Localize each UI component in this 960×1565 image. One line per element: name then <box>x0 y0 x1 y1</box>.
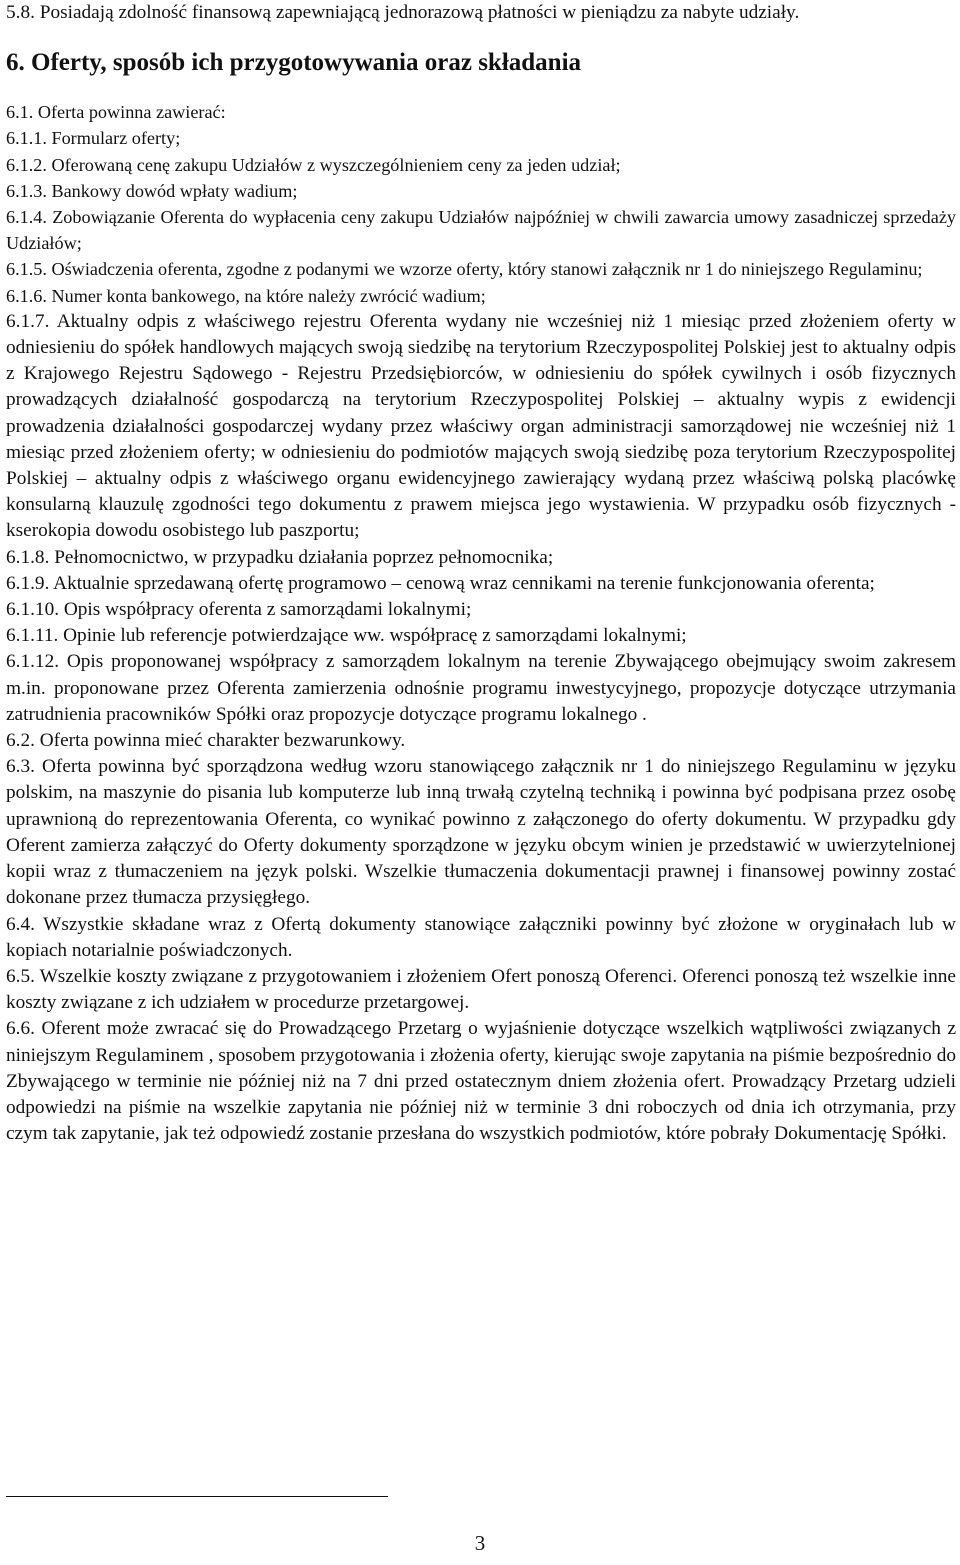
paragraph-6-1-6: 6.1.6. Numer konta bankowego, na które należy zwrócić wadium; <box>6 285 486 306</box>
paragraph-6-1-3: 6.1.3. Bankowy dowód wpłaty wadium; <box>6 180 298 201</box>
footer-divider <box>6 1496 388 1497</box>
paragraph-6-4: 6.4. Wszystkie składane wraz z Ofertą dokumenty stanowiące załączniki powinny być złożone w oryginałach lub w kopiach notarialnie poświadczonych. <box>6 913 956 961</box>
paragraph-6-6: 6.6. Oferent może zwracać się do Prowadzącego Przetarg o wyjaśnienie dotyczące wszelkich wątpliwości związanych z niniejszym Regulaminem , sposobem przygotowania i złożenia oferty, kierując swoje zapytania na piśmie bezpośrednio do Zbywającego w terminie nie później niż na 7 dni przed ostatecznym dniem złożenia ofert. Prowadzący Przetarg udzieli odpowiedzi na piśmie na wszelkie zapytania nie później niż w terminie 3 dni roboczych od dnia ich otrzymania, przy czym tak zapytanie, jak też odpowiedź zostanie przesłana do wszystkich podmiotów, które pobrały Dokumentację Spółki. <box>6 1018 956 1145</box>
paragraph-6-1-4: 6.1.4. Zobowiązanie Oferenta do wypłacenia ceny zakupu Udziałów najpóźniej w chwili zawarcia umowy zasadniczej sprzedaży Udziałów; <box>6 207 956 254</box>
paragraph-6-2: 6.2. Oferta powinna mieć charakter bezwarunkowy. <box>6 730 406 752</box>
paragraph-6-3: 6.3. Oferta powinna być sporządzona według wzoru stanowiącego załącznik nr 1 do niniejszego Regulaminu w języku polskim, na maszynie do pisania lub komputerze lub inną trwałą czytelną techniką i powinna być podpisana przez osobę uprawnioną do reprezentowania Oferenta, co wynikać powinno z załączonego do oferty dokumentu. W przypadku gdy Oferent zamierza załączyć do Oferty dokumenty sporządzone w języku obcym winien je przedstawić w uwierzytelnionej kopii wraz z tłumaczeniem na język polski. Wszelkie tłumaczenia dokumentacji prawnej i finansowej powinny zostać dokonane przez tłumacza przysięgłego. <box>6 756 956 909</box>
paragraph-6-1: 6.1. Oferta powinna zawierać: <box>6 102 226 123</box>
paragraph-6-5: 6.5. Wszelkie koszty związane z przygotowaniem i złożeniem Ofert ponoszą Oferenci. Oferenci ponoszą też wszelkie inne koszty związane z ich udziałem w procedurze przetargowej. <box>6 965 956 1014</box>
paragraph-6-1-7: 6.1.7. Aktualny odpis z właściwego rejestru Oferenta wydany nie wcześniej niż 1 miesiąc przed złożeniem oferty w odniesieniu do spółek handlowych mających swoją siedzibę na terytorium Rzeczypospolitej Polskiej jest to aktualny odpis z Krajowego Rejestru Sądowego - Rejestru Przedsiębiorców, w odniesieniu do spółek cywilnych i osób fizycznych prowadzących działalność gospodarczą na terytorium Rzeczypospolitej Polskiej – aktualny wypis z ewidencji prowadzenia działalności gospodarczej wydany przez właściwy organ administracji samorządowej nie wcześniej niż 1 miesiąc przed złożeniem oferty; w odniesieniu do podmiotów mających swoją siedzibę poza terytorium Rzeczypospolitej Polskiej – aktualny odpis z właściwego organu ewidencyjnego zawierający wydaną przez właściwą polską placówkę konsularną klauzulę zgodności tego dokumentu z prawem miejsca jego wystawienia. W przypadku osób fizycznych - kserokopia dowodu osobistego lub paszportu; <box>6 310 956 542</box>
paragraph-6-1-9: 6.1.9. Aktualnie sprzedawaną ofertę programowo – cenową wraz cennikami na terenie funkcjonowania oferenta; <box>6 572 875 594</box>
document-page <box>6 0 956 1147</box>
paragraph-6-1-5: 6.1.5. Oświadczenia oferenta, zgodne z podanymi we wzorze oferty, który stanowi załącznik nr 1 do niniejszego Regulaminu; <box>6 259 923 280</box>
page-number: 3 <box>474 1531 486 1555</box>
paragraph-5-8: 5.8. Posiadają zdolność finansową zapewniającą jednorazową płatności w pieniądzu za nabyte udziały. <box>6 2 800 23</box>
paragraph-6-1-11: 6.1.11. Opinie lub referencje potwierdzające ww. współpracę z samorządami lokalnymi; <box>6 625 687 647</box>
paragraph-6-1-8: 6.1.8. Pełnomocnictwo, w przypadku działania poprzez pełnomocnika; <box>6 546 554 568</box>
section-heading: 6. Oferty, sposób ich przygotowywania oraz składania <box>6 49 582 77</box>
paragraph-6-1-10: 6.1.10. Opis współpracy oferenta z samorządami lokalnymi; <box>6 599 472 621</box>
paragraph-6-1-1: 6.1.1. Formularz oferty; <box>6 128 181 149</box>
paragraph-6-1-2: 6.1.2. Oferowaną cenę zakupu Udziałów z wyszczególnieniem ceny za jeden udział; <box>6 154 621 175</box>
paragraph-6-1-12: 6.1.12. Opis proponowanej współpracy z samorządem lokalnym na terenie Zbywającego obejmujący swoim zakresem m.in. proponowane przez Oferenta zamierzenia odnośnie programu inwestycyjnego, propozycje dotyczące utrzymania zatrudnienia pracowników Spółki oraz propozycje dotyczące programu lokalnego . <box>6 651 956 725</box>
